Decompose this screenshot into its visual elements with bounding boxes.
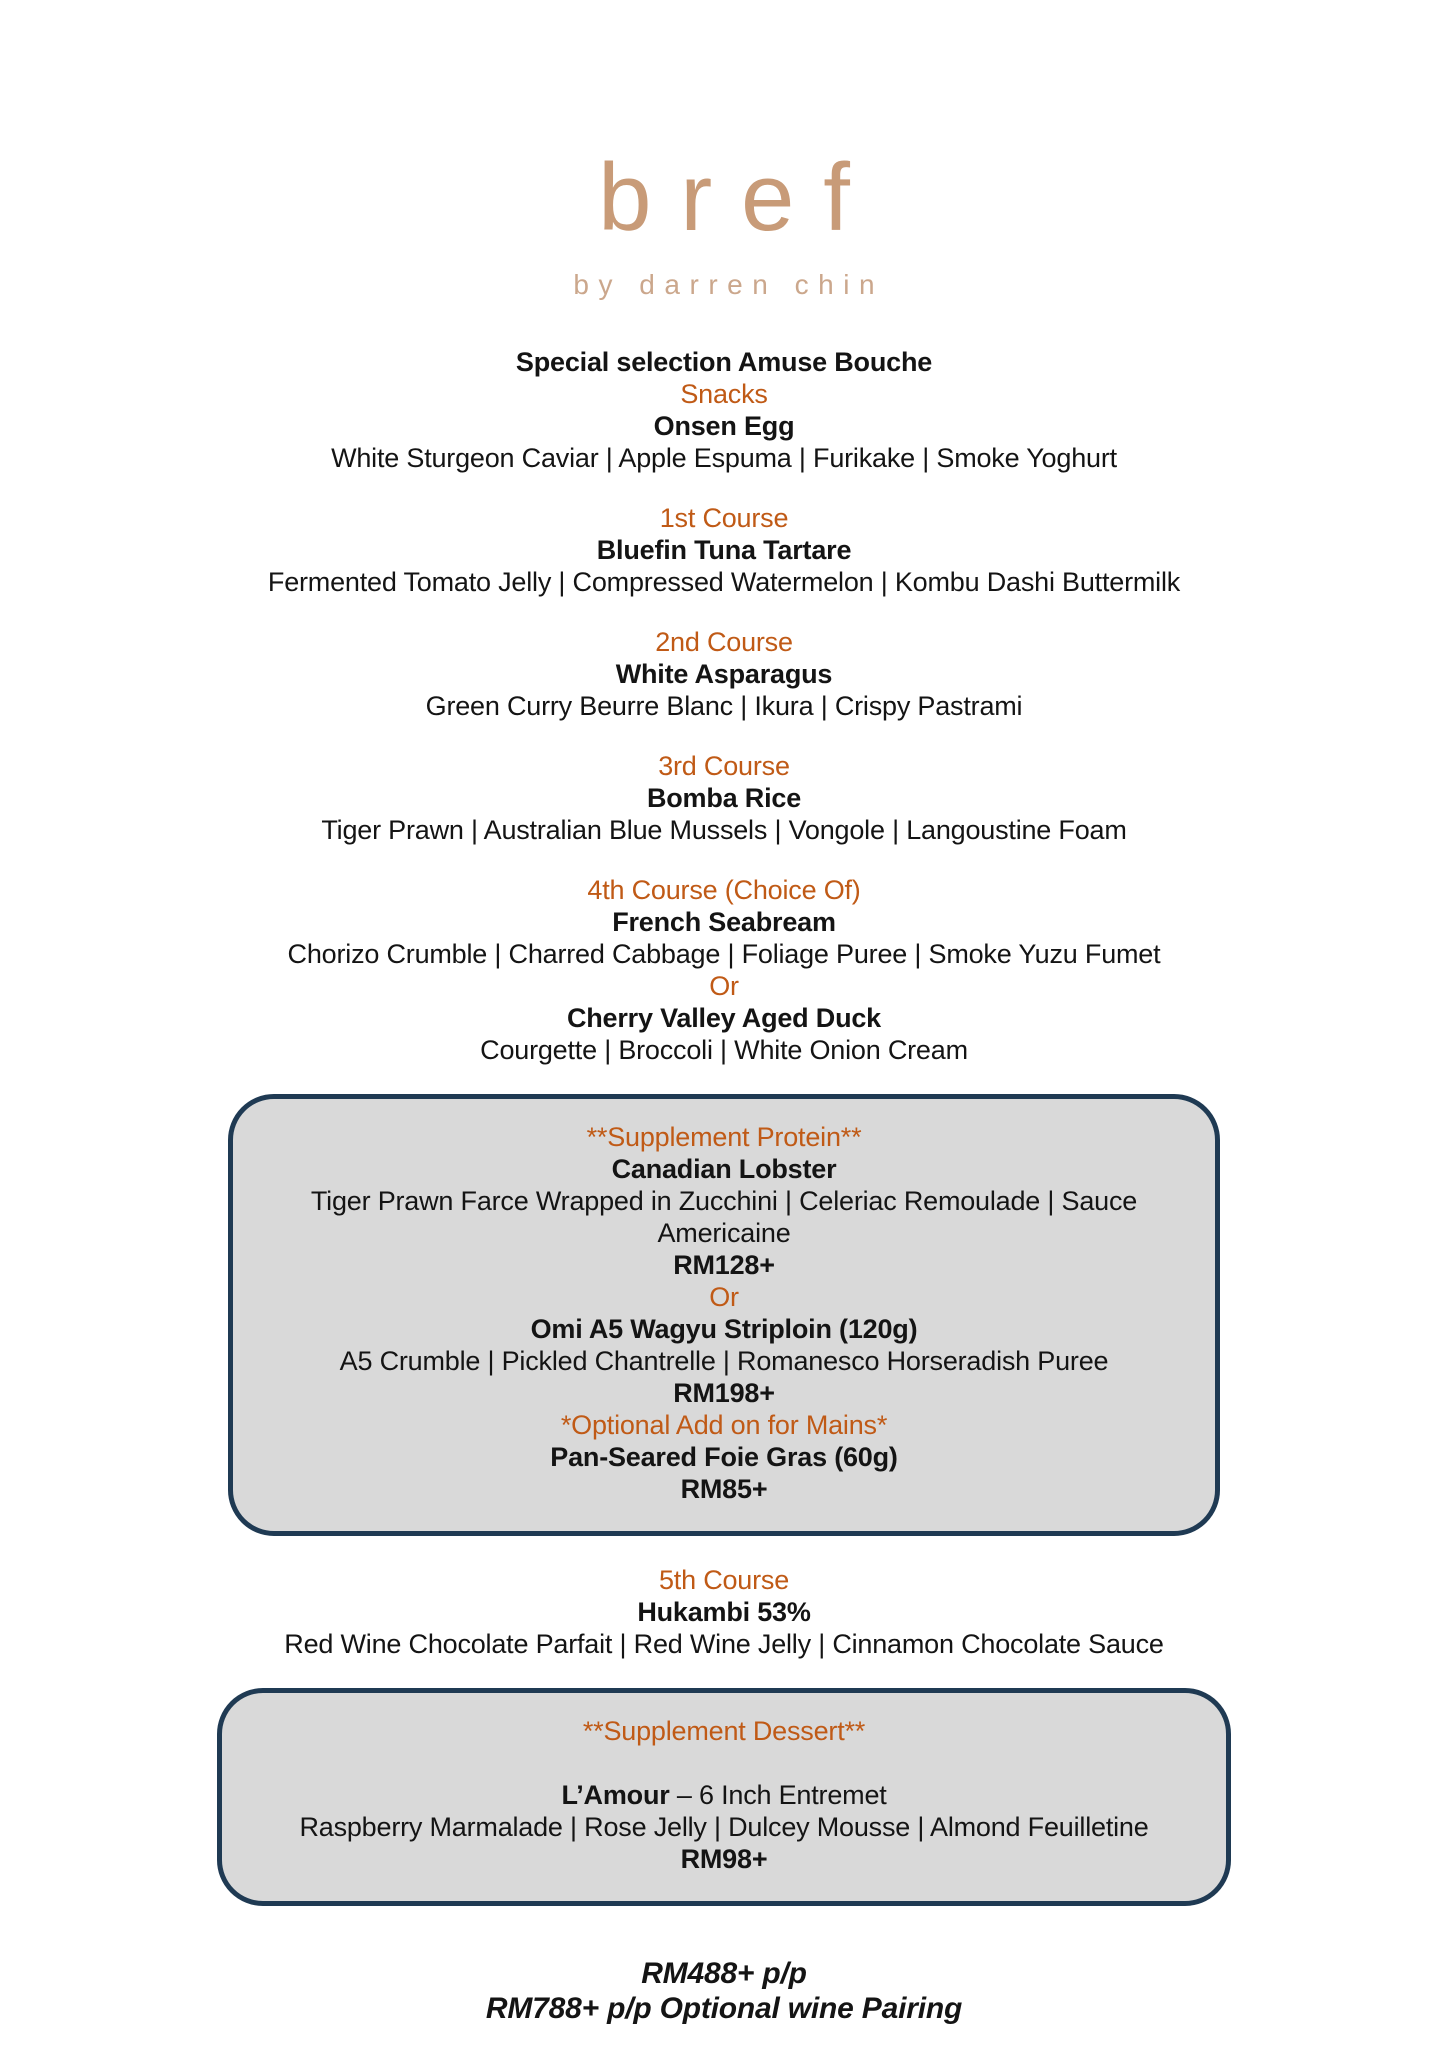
- price: RM98+: [680, 1844, 768, 1874]
- dish-description: Raspberry Marmalade | Rose Jelly | Dulcey Mousse | Almond Feuilletine: [299, 1812, 1149, 1842]
- dish-name: Omi A5 Wagyu Striploin (120g): [530, 1314, 918, 1344]
- course-heading: 5th Course: [658, 1565, 790, 1595]
- dish-description: Courgette | Broccoli | White Onion Cream: [480, 1035, 968, 1065]
- spacer: [250, 1747, 1198, 1779]
- dish-name-bold: L’Amour: [561, 1780, 670, 1810]
- course-heading: 3rd Course: [658, 751, 790, 781]
- section-amuse-bouche: [0, 346, 1448, 474]
- dish-name: Pan-Seared Foie Gras (60g): [550, 1442, 898, 1472]
- supplement-dessert-box: [217, 1688, 1231, 1906]
- dish-name: White Asparagus: [615, 659, 833, 689]
- dish-description: A5 Crumble | Pickled Chantrelle | Romanesco Horseradish Puree: [339, 1346, 1109, 1376]
- dish-name: Hukambi 53%: [637, 1597, 811, 1627]
- dish-name: Cherry Valley Aged Duck: [566, 1003, 882, 1033]
- menu-body: [0, 346, 1448, 2026]
- supplement-heading: **Supplement Protein**: [586, 1122, 862, 1152]
- dish-name: Bomba Rice: [646, 783, 802, 813]
- dish-name: [250, 1779, 1198, 1811]
- dish-name-rest: – 6 Inch Entremet: [669, 1780, 887, 1810]
- price-wine-pairing: RM788+ p/p Optional wine Pairing: [485, 1992, 963, 2025]
- dish-name: Onsen Egg: [653, 411, 795, 441]
- dish-name: French Seabream: [612, 907, 836, 937]
- price: RM198+: [673, 1378, 775, 1408]
- course-heading: 4th Course (Choice Of): [587, 875, 861, 905]
- section-course-5: [0, 1564, 1448, 1660]
- amuse-title: Special selection Amuse Bouche: [515, 347, 933, 377]
- dish-description: Green Curry Beurre Blanc | Ikura | Crispy Pastrami: [425, 691, 1023, 721]
- supplement-heading: **Supplement Dessert**: [582, 1716, 866, 1746]
- dish-name: Bluefin Tuna Tartare: [596, 535, 852, 565]
- amuse-subtitle: Snacks: [680, 379, 768, 409]
- section-course-4: [0, 874, 1448, 1066]
- brand-tagline: by darren chin: [573, 269, 885, 300]
- dish-description: Red Wine Chocolate Parfait | Red Wine Jelly | Cinnamon Chocolate Sauce: [284, 1629, 1164, 1659]
- course-heading: 2nd Course: [655, 627, 793, 657]
- section-course-2: [0, 626, 1448, 722]
- section-course-1: [0, 502, 1448, 598]
- brand-header: [0, 0, 1448, 300]
- course-heading: 1st Course: [659, 503, 789, 533]
- dish-description: Fermented Tomato Jelly | Compressed Watermelon | Kombu Dashi Buttermilk: [267, 567, 1181, 597]
- dish-name: Canadian Lobster: [611, 1154, 837, 1184]
- section-course-3: [0, 750, 1448, 846]
- or-separator: Or: [709, 971, 739, 1001]
- dish-description: Tiger Prawn | Australian Blue Mussels | Vongole | Langoustine Foam: [321, 815, 1127, 845]
- price: RM85+: [680, 1474, 768, 1504]
- addon-heading: *Optional Add on for Mains*: [560, 1410, 888, 1440]
- dish-description: White Sturgeon Caviar | Apple Espuma | Furikake | Smoke Yoghurt: [331, 443, 1117, 473]
- supplement-protein-box: [228, 1094, 1220, 1536]
- dish-description: Tiger Prawn Farce Wrapped in Zucchini | Celeriac Remoulade | Sauce Americaine: [310, 1186, 1138, 1248]
- menu-pricing: [0, 1956, 1448, 2026]
- price-per-person: RM488+ p/p: [641, 1957, 807, 1990]
- brand-logo: bref: [598, 144, 879, 251]
- or-separator: Or: [709, 1282, 739, 1312]
- dish-description: Chorizo Crumble | Charred Cabbage | Foliage Puree | Smoke Yuzu Fumet: [287, 939, 1161, 969]
- price: RM128+: [673, 1250, 775, 1280]
